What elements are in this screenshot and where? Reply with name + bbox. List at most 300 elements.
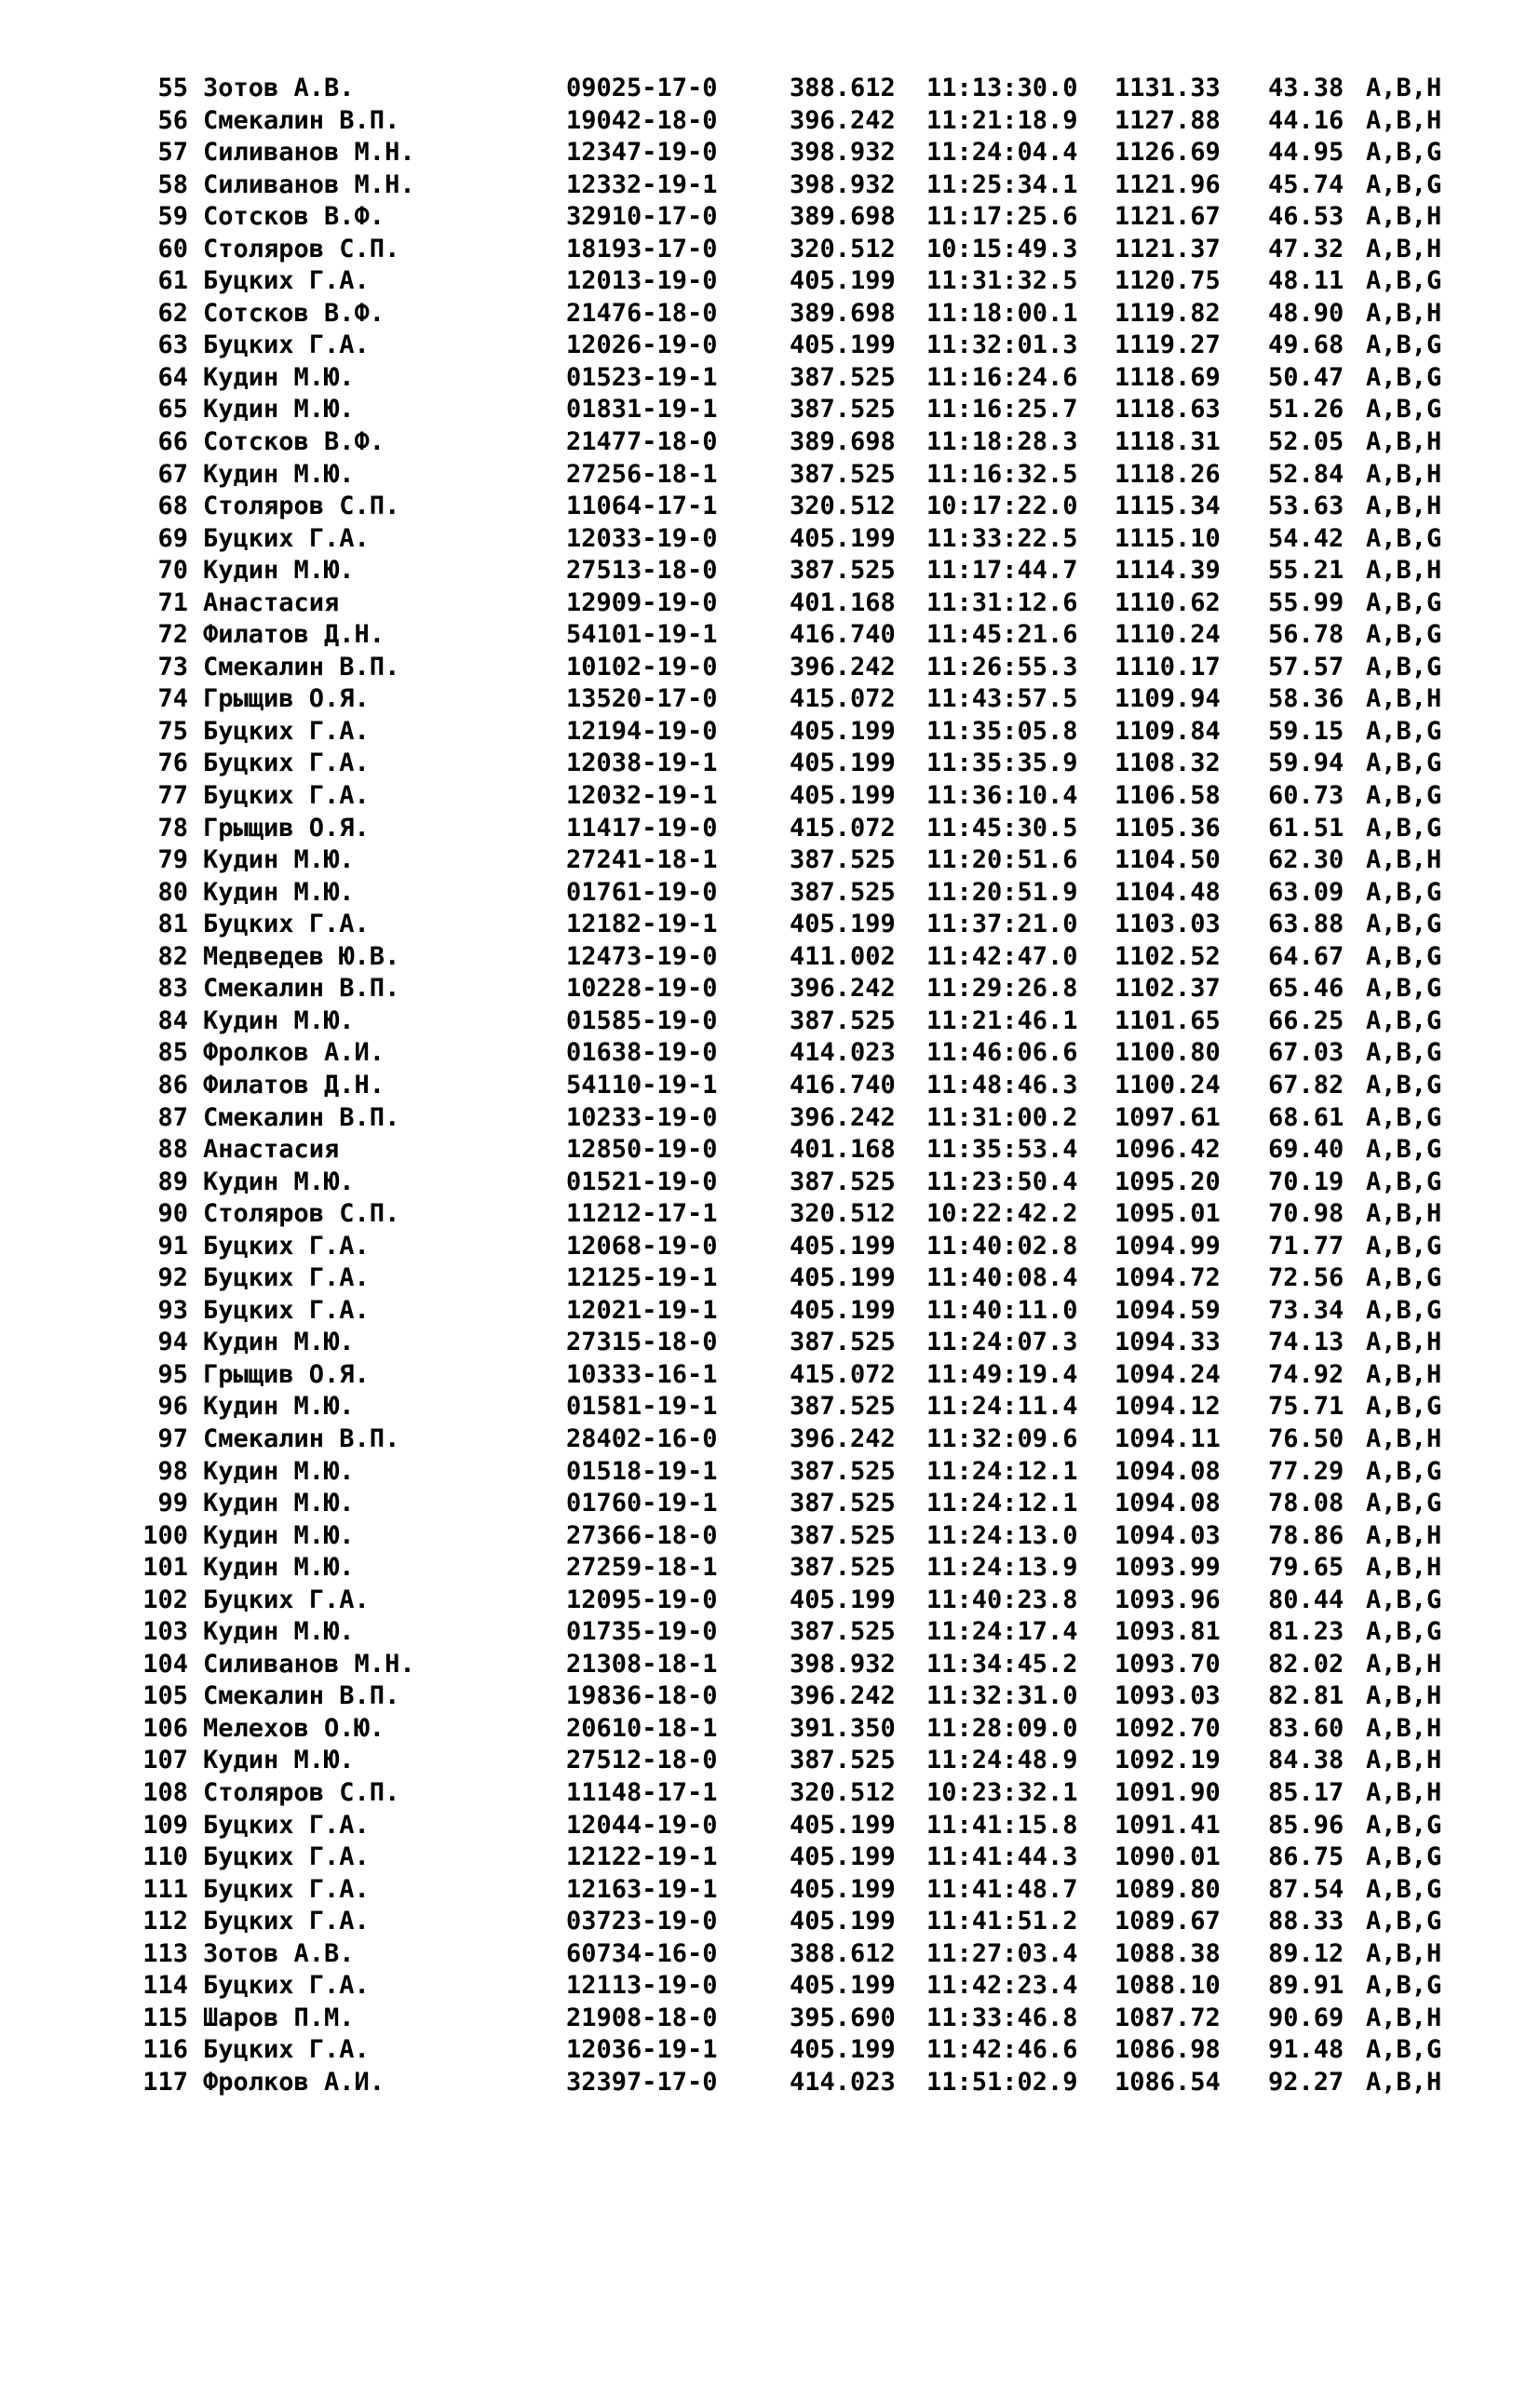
result-row: [0, 1005, 1540, 1038]
result-row: [0, 909, 1540, 941]
coefficient: 48.11: [1268, 266, 1344, 296]
speed: 1108.32: [1114, 749, 1221, 778]
ring-number: 01523-19-1: [566, 362, 718, 392]
arrival-time: 11:28:09.0: [926, 1713, 1078, 1743]
arrival-time: 11:41:15.8: [926, 1810, 1078, 1840]
group-codes: A,B,G: [1366, 1135, 1442, 1165]
ring-number: 01831-19-1: [566, 395, 718, 425]
place-number: 76: [157, 749, 188, 778]
fancier-name: Фролков А.И.: [203, 2067, 385, 2097]
place-number: 64: [157, 362, 188, 392]
distance: 405.199: [790, 1874, 896, 1904]
place-number: 56: [157, 105, 188, 135]
speed: 1118.69: [1114, 362, 1221, 392]
coefficient: 55.99: [1268, 587, 1344, 617]
group-codes: A,B,G: [1366, 138, 1442, 168]
speed: 1118.26: [1114, 459, 1221, 489]
coefficient: 67.82: [1268, 1070, 1344, 1100]
ring-number: 12125-19-1: [566, 1263, 718, 1293]
coefficient: 63.09: [1268, 877, 1344, 907]
result-row: [0, 1874, 1540, 1907]
distance: 405.199: [790, 781, 896, 811]
fancier-name: Медведев Ю.В.: [203, 941, 400, 971]
arrival-time: 11:20:51.6: [926, 845, 1078, 875]
distance: 387.525: [790, 1392, 896, 1422]
place-number: 75: [157, 716, 188, 746]
ring-number: 12036-19-1: [566, 2035, 718, 2065]
group-codes: A,B,G: [1366, 1231, 1442, 1261]
place-number: 116: [142, 2035, 188, 2065]
coefficient: 75.71: [1268, 1392, 1344, 1422]
fancier-name: Кудин М.Ю.: [203, 395, 355, 425]
coefficient: 71.77: [1268, 1231, 1344, 1261]
ring-number: 54110-19-1: [566, 1070, 718, 1100]
coefficient: 81.23: [1268, 1617, 1344, 1647]
coefficient: 54.42: [1268, 523, 1344, 553]
speed: 1114.39: [1114, 556, 1221, 586]
distance: 387.525: [790, 877, 896, 907]
speed: 1094.99: [1114, 1231, 1221, 1261]
group-codes: A,B,G: [1366, 813, 1442, 843]
distance: 405.199: [790, 331, 896, 360]
group-codes: A,B,G: [1366, 1617, 1442, 1647]
ring-number: 21477-18-0: [566, 427, 718, 457]
coefficient: 79.65: [1268, 1553, 1344, 1583]
result-row: [0, 1327, 1540, 1359]
result-row: [0, 1970, 1540, 2003]
speed: 1100.80: [1114, 1038, 1221, 1068]
arrival-time: 11:40:02.8: [926, 1231, 1078, 1261]
arrival-time: 11:21:46.1: [926, 1005, 1078, 1035]
group-codes: A,B,H: [1366, 1520, 1442, 1550]
group-codes: A,B,G: [1366, 1102, 1442, 1132]
coefficient: 83.60: [1268, 1713, 1344, 1743]
speed: 1091.41: [1114, 1810, 1221, 1840]
fancier-name: Столяров С.П.: [203, 492, 400, 521]
coefficient: 63.88: [1268, 910, 1344, 939]
group-codes: A,B,H: [1366, 1328, 1442, 1357]
arrival-time: 11:23:50.4: [926, 1167, 1078, 1196]
fancier-name: Столяров С.П.: [203, 234, 400, 263]
distance: 401.168: [790, 587, 896, 617]
arrival-time: 11:24:11.4: [926, 1392, 1078, 1422]
arrival-time: 11:32:31.0: [926, 1681, 1078, 1711]
fancier-name: Буцких Г.А.: [203, 716, 370, 746]
fancier-name: Смекалин В.П.: [203, 105, 400, 135]
ring-number: 10233-19-0: [566, 1102, 718, 1132]
coefficient: 82.81: [1268, 1681, 1344, 1711]
arrival-time: 11:42:46.6: [926, 2035, 1078, 2065]
speed: 1091.90: [1114, 1777, 1221, 1807]
place-number: 62: [157, 298, 188, 328]
arrival-time: 11:24:07.3: [926, 1328, 1078, 1357]
group-codes: A,B,G: [1366, 1810, 1442, 1840]
place-number: 111: [142, 1874, 188, 1904]
fancier-name: Буцких Г.А.: [203, 1874, 370, 1904]
ring-number: 10333-16-1: [566, 1359, 718, 1389]
place-number: 78: [157, 813, 188, 843]
coefficient: 70.19: [1268, 1167, 1344, 1196]
group-codes: A,B,H: [1366, 74, 1442, 102]
group-codes: A,B,G: [1366, 877, 1442, 907]
arrival-time: 11:36:10.4: [926, 781, 1078, 811]
fancier-name: Зотов А.В.: [203, 1938, 355, 1968]
result-row: [0, 234, 1540, 266]
result-row: [0, 1423, 1540, 1456]
arrival-time: 10:17:22.0: [926, 492, 1078, 521]
place-number: 92: [157, 1263, 188, 1293]
distance: 388.612: [790, 1938, 896, 1968]
ring-number: 11064-17-1: [566, 492, 718, 521]
group-codes: A,B,H: [1366, 1938, 1442, 1968]
arrival-time: 11:21:18.9: [926, 105, 1078, 135]
fancier-name: Буцких Г.А.: [203, 2035, 370, 2065]
group-codes: A,B,G: [1366, 1263, 1442, 1293]
result-row: [0, 362, 1540, 395]
ring-number: 12033-19-0: [566, 523, 718, 553]
ring-number: 01585-19-0: [566, 1005, 718, 1035]
arrival-time: 11:40:11.0: [926, 1295, 1078, 1325]
speed: 1094.24: [1114, 1359, 1221, 1389]
place-number: 102: [142, 1585, 188, 1614]
fancier-name: Сотсков В.Ф.: [203, 298, 385, 328]
speed: 1119.27: [1114, 331, 1221, 360]
distance: 405.199: [790, 2035, 896, 2065]
arrival-time: 11:40:23.8: [926, 1585, 1078, 1614]
result-row: [0, 1456, 1540, 1489]
fancier-name: Кудин М.Ю.: [203, 1617, 355, 1647]
result-row: [0, 1680, 1540, 1713]
speed: 1102.52: [1114, 941, 1221, 971]
coefficient: 89.91: [1268, 1971, 1344, 2001]
speed: 1121.67: [1114, 202, 1221, 232]
arrival-time: 11:29:26.8: [926, 974, 1078, 1004]
ring-number: 32910-17-0: [566, 202, 718, 232]
results-list: [0, 73, 1540, 2098]
result-row: [0, 1037, 1540, 1070]
place-number: 99: [157, 1489, 188, 1518]
group-codes: A,B,H: [1366, 459, 1442, 489]
place-number: 114: [142, 1971, 188, 2001]
result-row: [0, 1198, 1540, 1231]
distance: 415.072: [790, 813, 896, 843]
ring-number: 10102-19-0: [566, 652, 718, 681]
place-number: 108: [142, 1777, 188, 1807]
distance: 405.199: [790, 1231, 896, 1261]
speed: 1088.38: [1114, 1938, 1221, 1968]
coefficient: 51.26: [1268, 395, 1344, 425]
fancier-name: Кудин М.Ю.: [203, 1746, 355, 1775]
distance: 391.350: [790, 1713, 896, 1743]
distance: 387.525: [790, 1167, 896, 1196]
fancier-name: Буцких Г.А.: [203, 1295, 370, 1325]
coefficient: 49.68: [1268, 331, 1344, 360]
arrival-time: 11:24:12.1: [926, 1489, 1078, 1518]
speed: 1095.20: [1114, 1167, 1221, 1196]
speed: 1127.88: [1114, 105, 1221, 135]
group-codes: A,B,H: [1366, 2003, 1442, 2032]
coefficient: 55.21: [1268, 556, 1344, 586]
ring-number: 32397-17-0: [566, 2067, 718, 2097]
coefficient: 78.86: [1268, 1520, 1344, 1550]
arrival-time: 11:37:21.0: [926, 910, 1078, 939]
speed: 1109.94: [1114, 684, 1221, 714]
arrival-time: 11:45:21.6: [926, 620, 1078, 650]
coefficient: 60.73: [1268, 781, 1344, 811]
fancier-name: Смекалин В.П.: [203, 974, 400, 1004]
coefficient: 86.75: [1268, 1842, 1344, 1872]
group-codes: A,B,G: [1366, 1907, 1442, 1936]
fancier-name: Столяров С.П.: [203, 1777, 400, 1807]
result-row: [0, 1745, 1540, 1777]
result-row: [0, 2067, 1540, 2099]
result-row: [0, 1102, 1540, 1135]
coefficient: 64.67: [1268, 941, 1344, 971]
group-codes: A,B,G: [1366, 974, 1442, 1004]
place-number: 117: [142, 2067, 188, 2097]
distance: 387.525: [790, 459, 896, 489]
distance: 387.525: [790, 845, 896, 875]
coefficient: 53.63: [1268, 492, 1344, 521]
fancier-name: Кудин М.Ю.: [203, 1520, 355, 1550]
distance: 405.199: [790, 749, 896, 778]
ring-number: 21476-18-0: [566, 298, 718, 328]
speed: 1118.31: [1114, 427, 1221, 457]
speed: 1094.72: [1114, 1263, 1221, 1293]
place-number: 104: [142, 1649, 188, 1679]
fancier-name: Сотсков В.Ф.: [203, 427, 385, 457]
place-number: 60: [157, 234, 188, 263]
ring-number: 27256-18-1: [566, 459, 718, 489]
fancier-name: Кудин М.Ю.: [203, 362, 355, 392]
speed: 1104.50: [1114, 845, 1221, 875]
speed: 1110.24: [1114, 620, 1221, 650]
coefficient: 70.98: [1268, 1199, 1344, 1229]
ring-number: 12113-19-0: [566, 1971, 718, 2001]
place-number: 79: [157, 845, 188, 875]
group-codes: A,B,H: [1366, 234, 1442, 263]
result-row: [0, 877, 1540, 910]
speed: 1110.17: [1114, 652, 1221, 681]
coefficient: 62.30: [1268, 845, 1344, 875]
ring-number: 12332-19-1: [566, 169, 718, 199]
ring-number: 12850-19-0: [566, 1135, 718, 1165]
speed: 1090.01: [1114, 1842, 1221, 1872]
place-number: 109: [142, 1810, 188, 1840]
result-row: [0, 813, 1540, 845]
distance: 415.072: [790, 684, 896, 714]
place-number: 98: [157, 1456, 188, 1486]
speed: 1105.36: [1114, 813, 1221, 843]
speed: 1089.80: [1114, 1874, 1221, 1904]
arrival-time: 11:51:02.9: [926, 2067, 1078, 2097]
distance: 387.525: [790, 395, 896, 425]
fancier-name: Силиванов М.Н.: [203, 169, 415, 199]
coefficient: 56.78: [1268, 620, 1344, 650]
arrival-time: 10:23:32.1: [926, 1777, 1078, 1807]
ring-number: 12032-19-1: [566, 781, 718, 811]
speed: 1093.70: [1114, 1649, 1221, 1679]
coefficient: 69.40: [1268, 1135, 1344, 1165]
result-row: [0, 1488, 1540, 1520]
fancier-name: Буцких Г.А.: [203, 331, 370, 360]
distance: 415.072: [790, 1359, 896, 1389]
ring-number: 12021-19-1: [566, 1295, 718, 1325]
fancier-name: Смекалин В.П.: [203, 652, 400, 681]
fancier-name: Зотов А.В.: [203, 74, 355, 102]
coefficient: 85.96: [1268, 1810, 1344, 1840]
result-row: [0, 587, 1540, 620]
result-row: [0, 201, 1540, 234]
speed: 1096.42: [1114, 1135, 1221, 1165]
group-codes: A,B,G: [1366, 362, 1442, 392]
fancier-name: Кудин М.Ю.: [203, 1392, 355, 1422]
coefficient: 72.56: [1268, 1263, 1344, 1293]
place-number: 101: [142, 1553, 188, 1583]
fancier-name: Буцких Г.А.: [203, 1231, 370, 1261]
arrival-time: 11:13:30.0: [926, 74, 1078, 102]
fancier-name: Кудин М.Ю.: [203, 1005, 355, 1035]
place-number: 93: [157, 1295, 188, 1325]
fancier-name: Буцких Г.А.: [203, 1263, 370, 1293]
result-row: [0, 1777, 1540, 1810]
arrival-time: 11:43:57.5: [926, 684, 1078, 714]
arrival-time: 11:24:04.4: [926, 138, 1078, 168]
fancier-name: Кудин М.Ю.: [203, 845, 355, 875]
fancier-name: Буцких Г.А.: [203, 1585, 370, 1614]
arrival-time: 10:15:49.3: [926, 234, 1078, 263]
speed: 1094.08: [1114, 1456, 1221, 1486]
group-codes: A,B,H: [1366, 1746, 1442, 1775]
group-codes: A,B,H: [1366, 1199, 1442, 1229]
distance: 387.525: [790, 1520, 896, 1550]
place-number: 58: [157, 169, 188, 199]
speed: 1094.12: [1114, 1392, 1221, 1422]
result-row: [0, 1713, 1540, 1746]
ring-number: 12163-19-1: [566, 1874, 718, 1904]
fancier-name: Силиванов М.Н.: [203, 138, 415, 168]
fancier-name: Буцких Г.А.: [203, 1971, 370, 2001]
arrival-time: 11:31:12.6: [926, 587, 1078, 617]
group-codes: A,B,G: [1366, 1874, 1442, 1904]
place-number: 84: [157, 1005, 188, 1035]
place-number: 96: [157, 1392, 188, 1422]
arrival-time: 11:18:28.3: [926, 427, 1078, 457]
group-codes: A,B,G: [1366, 169, 1442, 199]
result-row: [0, 1070, 1540, 1102]
group-codes: A,B,H: [1366, 684, 1442, 714]
result-row: [0, 683, 1540, 716]
coefficient: 48.90: [1268, 298, 1344, 328]
fancier-name: Буцких Г.А.: [203, 1810, 370, 1840]
ring-number: 12095-19-0: [566, 1585, 718, 1614]
arrival-time: 11:49:19.4: [926, 1359, 1078, 1389]
speed: 1093.03: [1114, 1681, 1221, 1711]
result-row: [0, 523, 1540, 556]
distance: 405.199: [790, 1263, 896, 1293]
result-row: [0, 1906, 1540, 1938]
result-row: [0, 555, 1540, 587]
ring-number: 27513-18-0: [566, 556, 718, 586]
group-codes: A,B,G: [1366, 1038, 1442, 1068]
result-row: [0, 2034, 1540, 2067]
group-codes: A,B,H: [1366, 298, 1442, 328]
distance: 388.612: [790, 74, 896, 102]
arrival-time: 10:22:42.2: [926, 1199, 1078, 1229]
fancier-name: Кудин М.Ю.: [203, 1328, 355, 1357]
ring-number: 12026-19-0: [566, 331, 718, 360]
coefficient: 58.36: [1268, 684, 1344, 714]
distance: 411.002: [790, 941, 896, 971]
distance: 405.199: [790, 266, 896, 296]
result-row: [0, 941, 1540, 974]
group-codes: A,B,H: [1366, 1553, 1442, 1583]
arrival-time: 11:48:46.3: [926, 1070, 1078, 1100]
place-number: 68: [157, 492, 188, 521]
fancier-name: Кудин М.Ю.: [203, 1489, 355, 1518]
result-row: [0, 426, 1540, 459]
group-codes: A,B,G: [1366, 1842, 1442, 1872]
place-number: 90: [157, 1199, 188, 1229]
ring-number: 11417-19-0: [566, 813, 718, 843]
coefficient: 84.38: [1268, 1746, 1344, 1775]
coefficient: 91.48: [1268, 2035, 1344, 2065]
result-row: [0, 716, 1540, 749]
place-number: 82: [157, 941, 188, 971]
result-row: [0, 298, 1540, 331]
place-number: 86: [157, 1070, 188, 1100]
ring-number: 11212-17-1: [566, 1199, 718, 1229]
speed: 1100.24: [1114, 1070, 1221, 1100]
result-row: [0, 1649, 1540, 1681]
speed: 1115.10: [1114, 523, 1221, 553]
coefficient: 52.05: [1268, 427, 1344, 457]
group-codes: A,B,G: [1366, 266, 1442, 296]
result-row: [0, 1134, 1540, 1167]
place-number: 61: [157, 266, 188, 296]
result-row: [0, 491, 1540, 523]
speed: 1120.75: [1114, 266, 1221, 296]
coefficient: 43.38: [1268, 74, 1344, 102]
speed: 1131.33: [1114, 74, 1221, 102]
coefficient: 89.12: [1268, 1938, 1344, 1968]
group-codes: A,B,H: [1366, 556, 1442, 586]
fancier-name: Кудин М.Ю.: [203, 877, 355, 907]
result-row: [0, 1295, 1540, 1328]
coefficient: 59.94: [1268, 749, 1344, 778]
place-number: 85: [157, 1038, 188, 1068]
speed: 1094.03: [1114, 1520, 1221, 1550]
place-number: 113: [142, 1938, 188, 1968]
distance: 387.525: [790, 1553, 896, 1583]
arrival-time: 11:42:23.4: [926, 1971, 1078, 2001]
coefficient: 45.74: [1268, 169, 1344, 199]
place-number: 77: [157, 781, 188, 811]
group-codes: A,B,G: [1366, 1070, 1442, 1100]
result-row: [0, 1616, 1540, 1649]
arrival-time: 11:17:44.7: [926, 556, 1078, 586]
place-number: 89: [157, 1167, 188, 1196]
distance: 387.525: [790, 1328, 896, 1357]
ring-number: 10228-19-0: [566, 974, 718, 1004]
coefficient: 85.17: [1268, 1777, 1344, 1807]
arrival-time: 11:16:24.6: [926, 362, 1078, 392]
place-number: 95: [157, 1359, 188, 1389]
arrival-time: 11:40:08.4: [926, 1263, 1078, 1293]
arrival-time: 11:24:13.9: [926, 1553, 1078, 1583]
coefficient: 87.54: [1268, 1874, 1344, 1904]
speed: 1106.58: [1114, 781, 1221, 811]
